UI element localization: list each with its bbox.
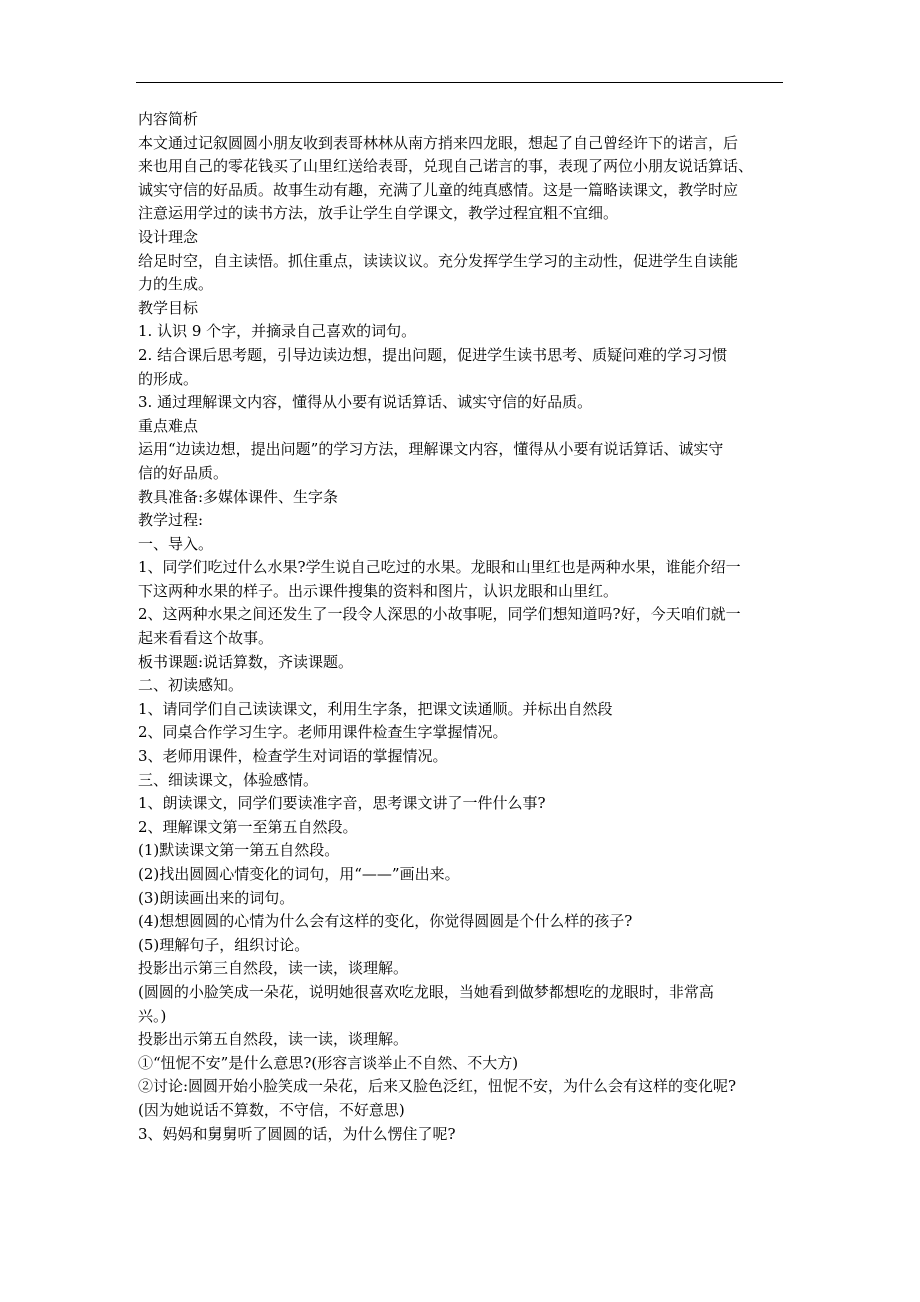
list-item: 3. 通过理解课文内容，懂得从小要有说话算话、诚实守信的好品质。	[138, 393, 593, 412]
paragraph-line: 板书课题:说话算数，齐读课题。	[138, 652, 354, 671]
sub-item: (5)理解句子，组织讨论。	[138, 935, 310, 954]
list-item: 2. 结合课后思考题，引导边读边想，提出问题，促进学生读书思考、质疑问难的学习习惯	[138, 345, 728, 364]
step-heading: 一、导入。	[138, 534, 214, 553]
section-heading: 设计理念	[138, 227, 199, 246]
paragraph-line: 投影出示第五自然段，读一读，谈理解。	[138, 1030, 409, 1049]
paragraph-line: 诚实守信的好品质。故事生动有趣，充满了儿童的纯真感情。这是一篇略读课文，教学时应	[138, 180, 739, 199]
paragraph-line: 信的好品质。	[138, 463, 229, 482]
paragraph-line: (因为她说话不算数，不守信，不好意思)	[138, 1100, 405, 1119]
step-heading: 二、初读感知。	[138, 676, 244, 695]
step-heading: 三、细读课文，体验感情。	[138, 770, 319, 789]
paragraph-line: 本文通过记叙圆圆小朋友收到表哥林林从南方捎来四龙眼，想起了自己曾经许下的诺言，后	[138, 133, 739, 152]
list-item: 1. 认识 9 个字，并摘录自己喜欢的词句。	[138, 322, 417, 341]
list-item: 1、朗读课文，同学们要读准字音，思考课文讲了一件什么事?	[138, 794, 546, 813]
sub-item: (4)想想圆圆的心情为什么会有这样的变化，你觉得圆圆是个什么样的孩子?	[138, 912, 633, 931]
list-item: 的形成。	[138, 369, 199, 388]
list-item: 3、老师用课件，检查学生对词语的掌握情况。	[138, 747, 448, 766]
list-item: 下这两种水果的样子。出示课件搜集的资料和图片，认识龙眼和山里红。	[138, 581, 619, 600]
section-heading: 教学过程:	[138, 511, 204, 530]
sub-item: (2)找出圆圆心情变化的词句，用“——”画出来。	[138, 865, 460, 883]
paragraph-line: 兴。)	[138, 1006, 167, 1025]
list-item: 1、请同学们自己读读课文，利用生字条，把课文读通顺。并标出自然段	[138, 699, 613, 718]
sub-item: (1)默读课文第一第五自然段。	[138, 841, 340, 860]
list-item: 2、同桌合作学习生字。老师用课件检查生字掌握情况。	[138, 723, 508, 742]
section-heading: 教学目标	[138, 298, 199, 317]
sub-item: ②讨论:圆圆开始小脸笑成一朵花，后来又脸色泛红，忸怩不安，为什么会有这样的变化呢?	[138, 1077, 737, 1096]
list-item: 1、同学们吃过什么水果?学生说自己吃过的水果。龙眼和山里红也是两种水果，谁能介绍一	[138, 558, 741, 577]
list-item: 起来看看这个故事。	[138, 629, 274, 648]
section-heading: 重点难点	[138, 416, 199, 435]
paragraph-line: 投影出示第三自然段，读一读，谈理解。	[138, 959, 409, 978]
sub-item: ①“忸怩不安”是什么意思?(形容言谈举止不自然、不大方)	[138, 1053, 519, 1072]
sub-item: (3)朗读画出来的词句。	[138, 888, 295, 907]
paragraph-line: 注意运用学过的读书方法，放手让学生自学课文，教学过程宜粗不宜细。	[138, 204, 619, 223]
paragraph-line: 来也用自己的零花钱买了山里红送给表哥，兑现自己诺言的事，表现了两位小朋友说话算话、	[138, 157, 754, 176]
list-item: 2、这两种水果之间还发生了一段令人深思的小故事呢，同学们想知道吗?好，今天咱们就一	[138, 605, 741, 624]
paragraph-line: 教具准备:多媒体课件、生字条	[138, 487, 339, 506]
section-heading: 内容简析	[138, 110, 199, 128]
header-rule	[136, 82, 783, 83]
paragraph-line: 力的生成。	[138, 275, 214, 294]
document-body	[138, 108, 788, 1146]
paragraph-line: 运用“边读边想，提出问题”的学习方法，理解课文内容，懂得从小要有说话算话、诚实守	[138, 440, 724, 459]
paragraph-line: 给足时空，自主读悟。抓住重点，读读议议。充分发挥学生学习的主动性，促进学生自读能	[138, 251, 739, 270]
list-item: 3、妈妈和舅舅听了圆圆的话，为什么愣住了呢?	[138, 1124, 456, 1143]
paragraph-line: (圆圆的小脸笑成一朵花，说明她很喜欢吃龙眼，当她看到做梦都想吃的龙眼时，非常高	[138, 982, 714, 1001]
list-item: 2、理解课文第一至第五自然段。	[138, 817, 358, 836]
